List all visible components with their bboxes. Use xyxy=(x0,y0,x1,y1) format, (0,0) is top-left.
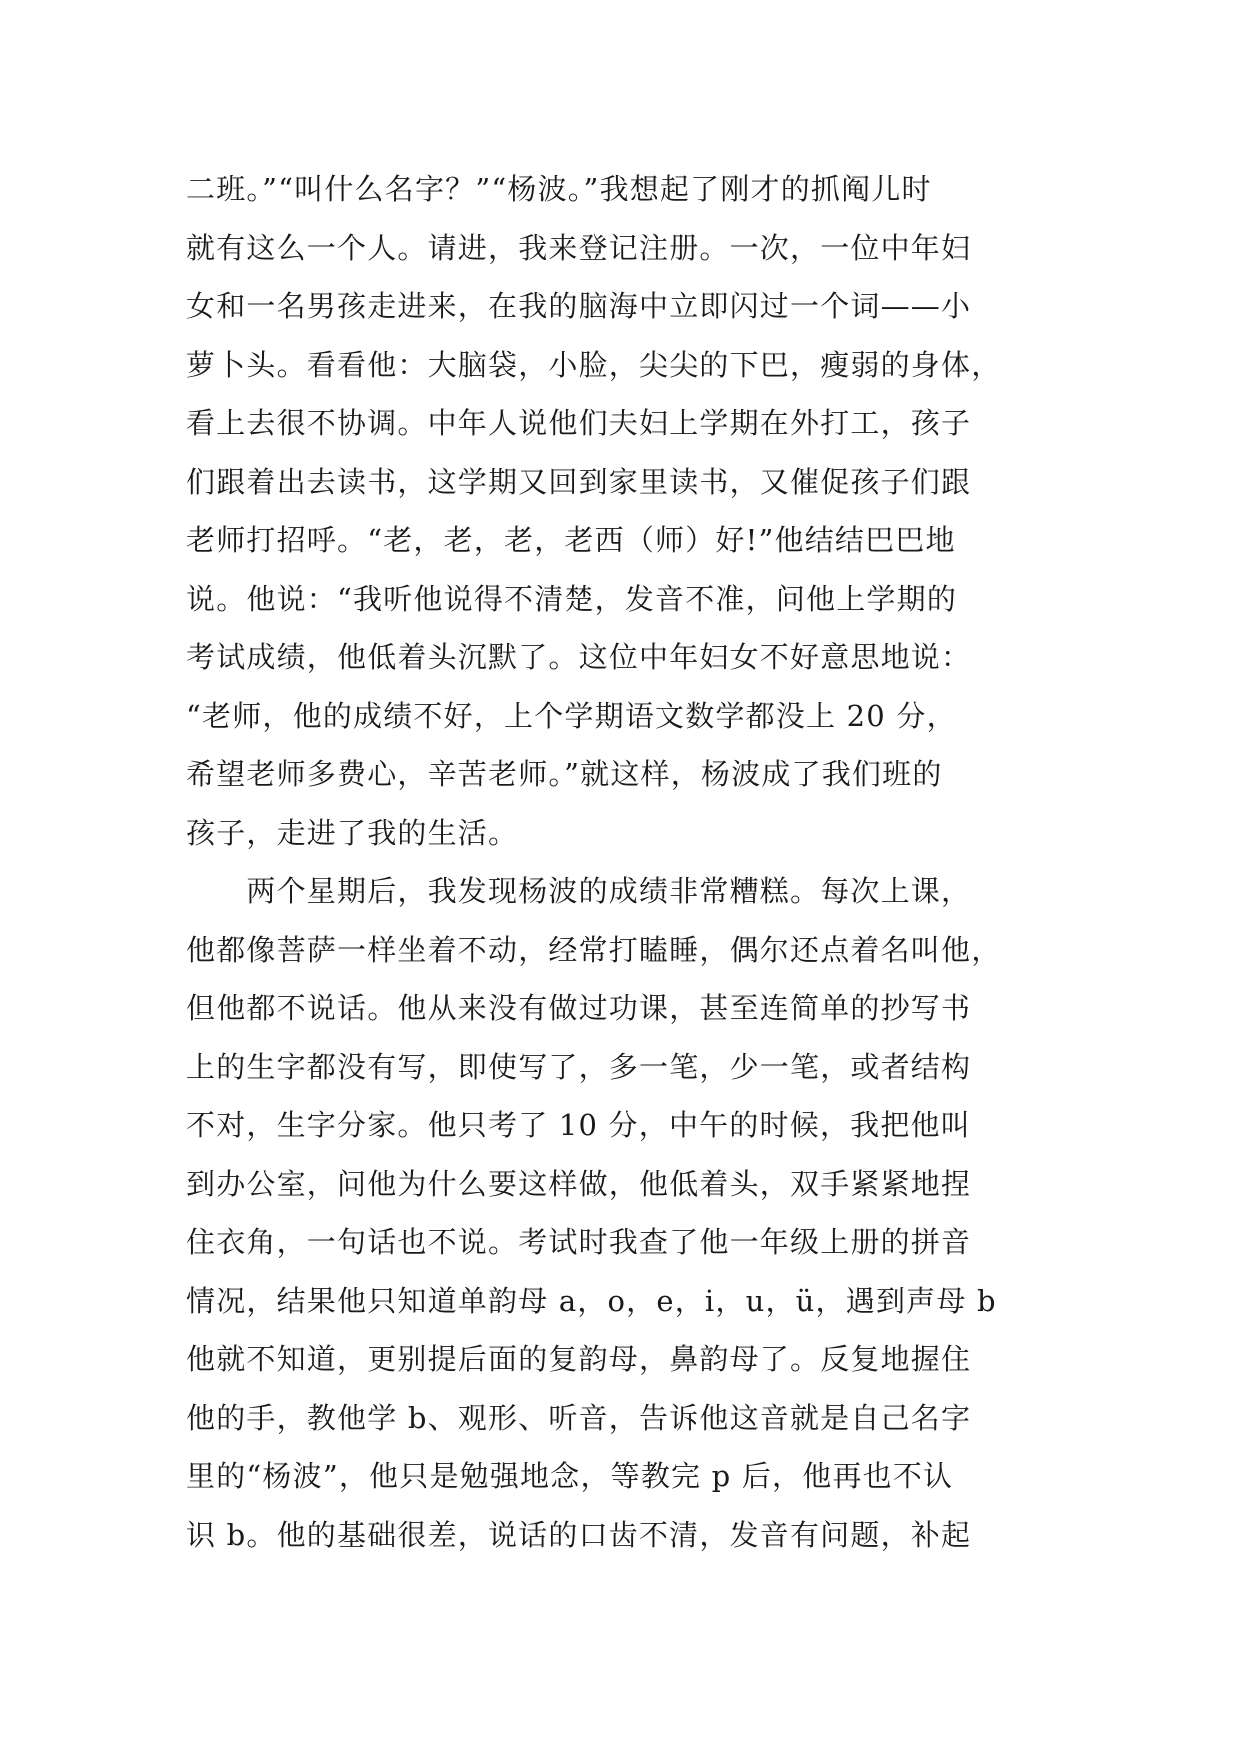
text-line: 不对，生字分家。他只考了 10 分，中午的时候，我把他叫 xyxy=(186,1108,971,1142)
text-line: 他都像菩萨一样坐着不动，经常打瞌睡，偶尔还点着名叫他， xyxy=(186,932,1002,967)
text-line: 二班。”“叫什么名字？”“杨波。”我想起了刚才的抓阄儿时 xyxy=(186,172,932,206)
text-line: 考试成绩，他低着头沉默了。这位中年妇女不好意思地说： xyxy=(186,640,972,674)
text-line: 女和一名男孩走进来，在我的脑海中立即闪过一个词——小 xyxy=(186,289,972,323)
text-line: 识 b。他的基础很差，说话的口齿不清，发音有问题，补起 xyxy=(186,1517,972,1552)
text-line: 看上去很不协调。中年人说他们夫妇上学期在外打工，孩子 xyxy=(186,406,972,440)
text-line: 住衣角，一句话也不说。考试时我查了他一年级上册的拼音 xyxy=(186,1225,972,1259)
body-text xyxy=(186,160,1066,1564)
text-line: “老师，他的成绩不好，上个学期语文数学都没上 20 分， xyxy=(186,698,957,733)
text-line: 就有这么一个人。请进，我来登记注册。一次，一位中年妇 xyxy=(186,230,972,265)
text-line: 上的生字都没有写，即使写了，多一笔，少一笔，或者结构 xyxy=(186,1049,972,1084)
text-line: 到办公室，问他为什么要这样做，他低着头，双手紧紧地捏 xyxy=(186,1166,972,1201)
text-line: 萝卜头。看看他：大脑袋，小脸，尖尖的下巴，瘦弱的身体， xyxy=(186,347,1002,382)
text-line: 里的“杨波”，他只是勉强地念，等教完 p 后，他再也不认 xyxy=(186,1459,954,1493)
paragraph-start-line: 两个星期后，我发现杨波的成绩非常糟糕。每次上课， xyxy=(186,874,972,908)
text-line: 老师打招呼。“老，老，老，老西（师）好!”他结结巴巴地 xyxy=(186,523,956,557)
text-line: 们跟着出去读书，这学期又回到家里读书，又催促孩子们跟 xyxy=(186,464,972,499)
text-line: 希望老师多费心，辛苦老师。”就这样，杨波成了我们班的 xyxy=(186,757,943,791)
text-line: 但他都不说话。他从来没有做过功课，甚至连简单的抄写书 xyxy=(186,991,972,1025)
text-line: 说。他说：“我听他说得不清楚，发音不准，问他上学期的 xyxy=(186,581,958,616)
text-line: 孩子，走进了我的生活。 xyxy=(186,815,519,850)
text-line: 他就不知道，更别提后面的复韵母，鼻韵母了。反复地握住 xyxy=(186,1342,972,1376)
text-line: 他的手，教他学 b、观形、听音，告诉他这音就是自己名字 xyxy=(186,1400,972,1435)
text-line: 情况，结果他只知道单韵母 a，o，e，i，u，ü，遇到声母 b xyxy=(186,1283,997,1318)
